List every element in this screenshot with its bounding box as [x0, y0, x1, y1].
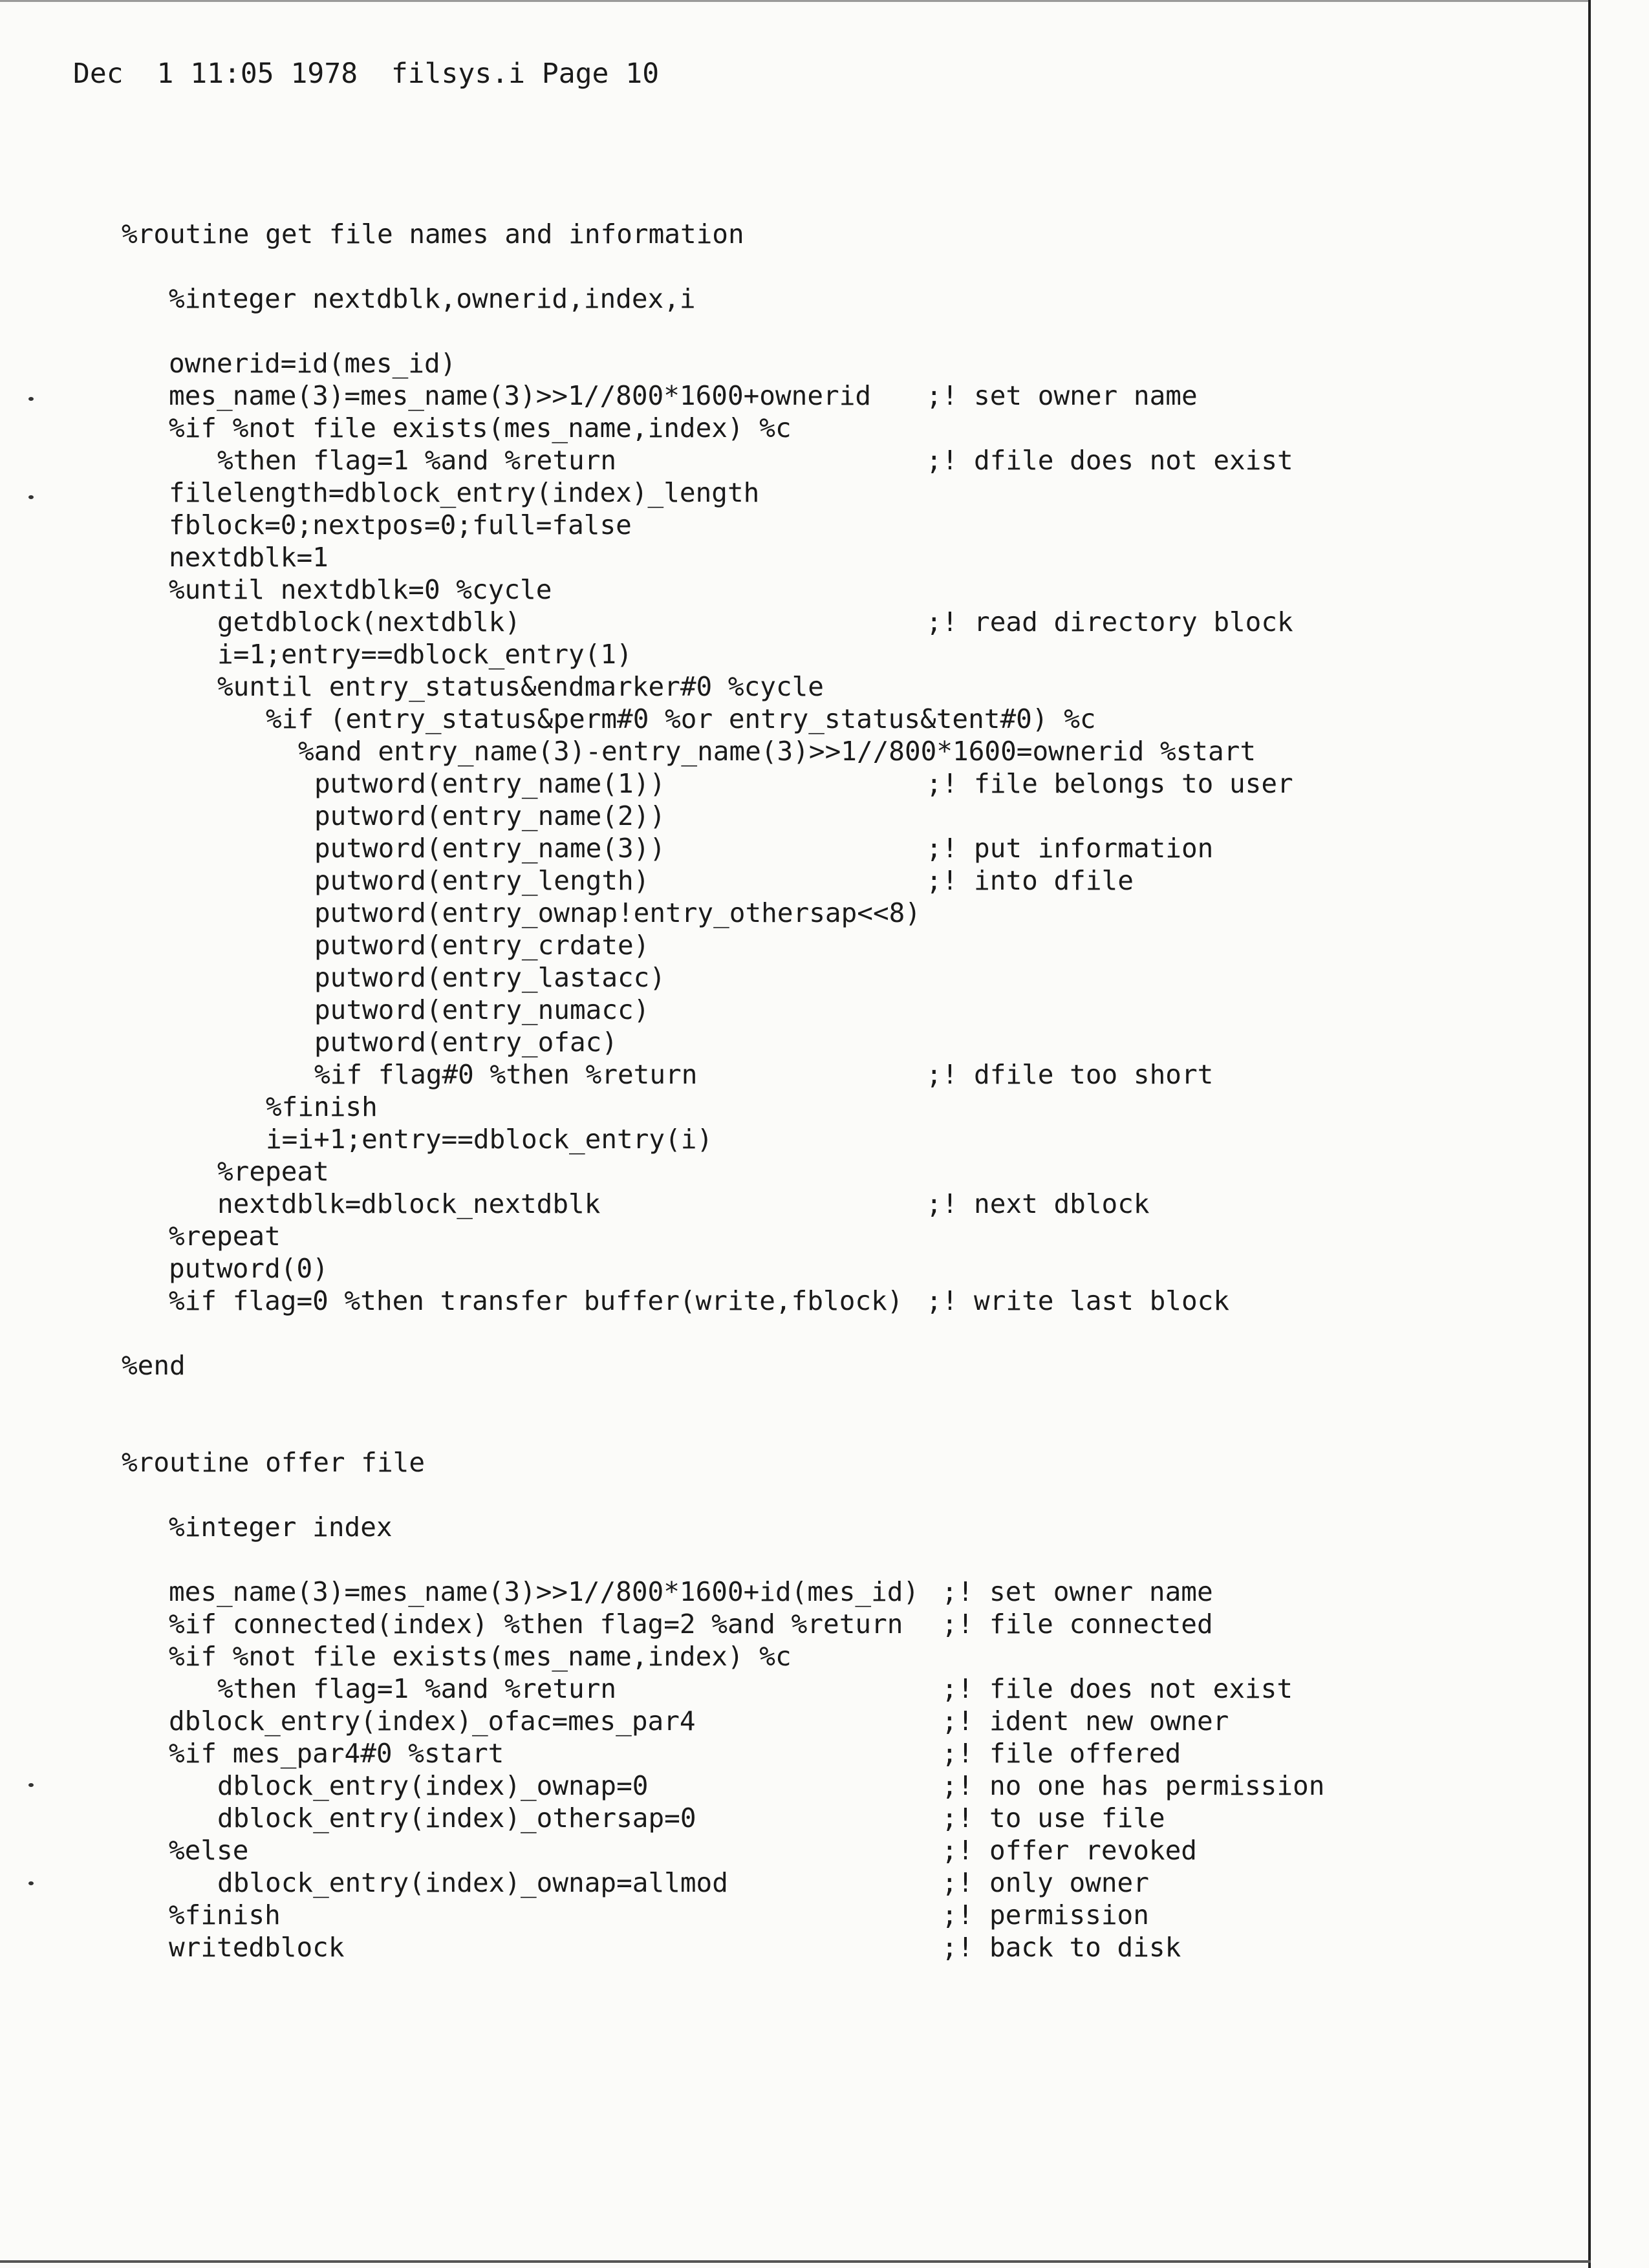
page-top-edge	[0, 0, 1591, 2]
code-line: nextdblk=dblock_nextdblk	[217, 1188, 601, 1219]
code-line: %if mes_par4#0 %start	[169, 1738, 504, 1769]
code-line: %integer index	[169, 1512, 393, 1543]
code-line: putword(entry_numacc)	[314, 994, 650, 1025]
scan-speck	[28, 397, 34, 401]
code-line: putword(entry_ofac)	[314, 1027, 618, 1058]
scan-speck	[28, 1783, 34, 1787]
code-line: %if connected(index) %then flag=2 %and %return	[169, 1609, 903, 1640]
code-comment: ;! to use file	[942, 1803, 1165, 1834]
code-line: dblock_entry(index)_ofac=mes_par4	[169, 1706, 696, 1737]
page-right-edge	[1588, 0, 1591, 2268]
code-comment: ;! file connected	[942, 1609, 1213, 1640]
code-line: %routine get file names and information	[122, 219, 744, 250]
code-line: %if (entry_status&perm#0 %or entry_status&tent#0) %c	[266, 703, 1096, 734]
code-line: writedblock	[169, 1932, 345, 1963]
code-line: %integer nextdblk,ownerid,index,i	[169, 283, 696, 314]
code-comment: ;! no one has permission	[942, 1770, 1325, 1801]
code-line: %repeat	[169, 1221, 281, 1252]
code-line: %finish	[169, 1899, 281, 1931]
code-comment: ;! permission	[942, 1899, 1149, 1931]
code-comment: ;! offer revoked	[942, 1835, 1197, 1866]
code-line: mes_name(3)=mes_name(3)>>1//800*1600+ownerid	[169, 380, 872, 411]
code-line: ownerid=id(mes_id)	[169, 348, 457, 379]
code-comment: ;! ident new owner	[942, 1706, 1229, 1737]
code-line: putword(entry_crdate)	[314, 930, 650, 961]
code-line: %else	[169, 1835, 249, 1866]
code-line: putword(entry_name(1))	[314, 768, 666, 799]
code-line: %repeat	[217, 1156, 329, 1187]
code-line: %if %not file exists(mes_name,index) %c	[169, 412, 792, 444]
code-line: filelength=dblock_entry(index)_length	[169, 477, 760, 508]
code-comment: ;! set owner name	[926, 380, 1198, 411]
page-header: Dec 1 11:05 1978 filsys.i Page 10	[73, 58, 660, 90]
code-line: %and entry_name(3)-entry_name(3)>>1//800*1600=ownerid %start	[298, 736, 1256, 767]
code-line: %then flag=1 %and %return	[217, 445, 617, 476]
code-line: %until entry_status&endmarker#0 %cycle	[217, 671, 824, 702]
code-comment: ;! set owner name	[942, 1576, 1213, 1607]
code-line: nextdblk=1	[169, 542, 329, 573]
code-comment: ;! next dblock	[926, 1188, 1150, 1219]
code-line: putword(entry_lastacc)	[314, 962, 666, 993]
code-line: i=1;entry==dblock_entry(1)	[217, 639, 632, 670]
code-line: putword(entry_name(2))	[314, 800, 666, 831]
code-line: %end	[122, 1350, 186, 1381]
code-line: %then flag=1 %and %return	[217, 1673, 617, 1704]
scan-speck	[28, 495, 34, 499]
code-line: dblock_entry(index)_ownap=allmod	[217, 1867, 728, 1898]
code-line: %until nextdblk=0 %cycle	[169, 574, 552, 605]
code-line: dblock_entry(index)_ownap=0	[217, 1770, 649, 1801]
code-line: dblock_entry(index)_othersap=0	[217, 1803, 696, 1834]
code-line: %finish	[266, 1091, 378, 1122]
code-comment: ;! file belongs to user	[926, 768, 1293, 799]
code-comment: ;! dfile too short	[926, 1059, 1214, 1090]
code-line: putword(0)	[169, 1253, 329, 1284]
code-line: putword(entry_length)	[314, 865, 650, 896]
code-line: getdblock(nextdblk)	[217, 606, 521, 637]
code-line: i=i+1;entry==dblock_entry(i)	[266, 1124, 713, 1155]
code-line: putword(entry_name(3))	[314, 833, 666, 864]
code-line: fblock=0;nextpos=0;full=false	[169, 509, 632, 540]
code-line: %if flag=0 %then transfer buffer(write,fblock)	[169, 1285, 903, 1316]
code-line: mes_name(3)=mes_name(3)>>1//800*1600+id(mes_id)	[169, 1576, 920, 1607]
page-bottom-edge	[0, 2260, 1591, 2263]
code-comment: ;! dfile does not exist	[926, 445, 1293, 476]
code-line: %if %not file exists(mes_name,index) %c	[169, 1641, 792, 1672]
code-line: %if flag#0 %then %return	[314, 1059, 698, 1090]
code-line: putword(entry_ownap!entry_othersap<<8)	[314, 897, 921, 928]
code-comment: ;! back to disk	[942, 1932, 1181, 1963]
code-comment: ;! file does not exist	[942, 1673, 1293, 1704]
code-comment: ;! only owner	[942, 1867, 1149, 1898]
code-comment: ;! put information	[926, 833, 1214, 864]
code-comment: ;! write last block	[926, 1285, 1229, 1316]
code-comment: ;! read directory block	[926, 606, 1293, 637]
scan-speck	[28, 1881, 34, 1885]
code-comment: ;! file offered	[942, 1738, 1181, 1769]
code-comment: ;! into dfile	[926, 865, 1134, 896]
code-line: %routine offer file	[122, 1447, 425, 1478]
